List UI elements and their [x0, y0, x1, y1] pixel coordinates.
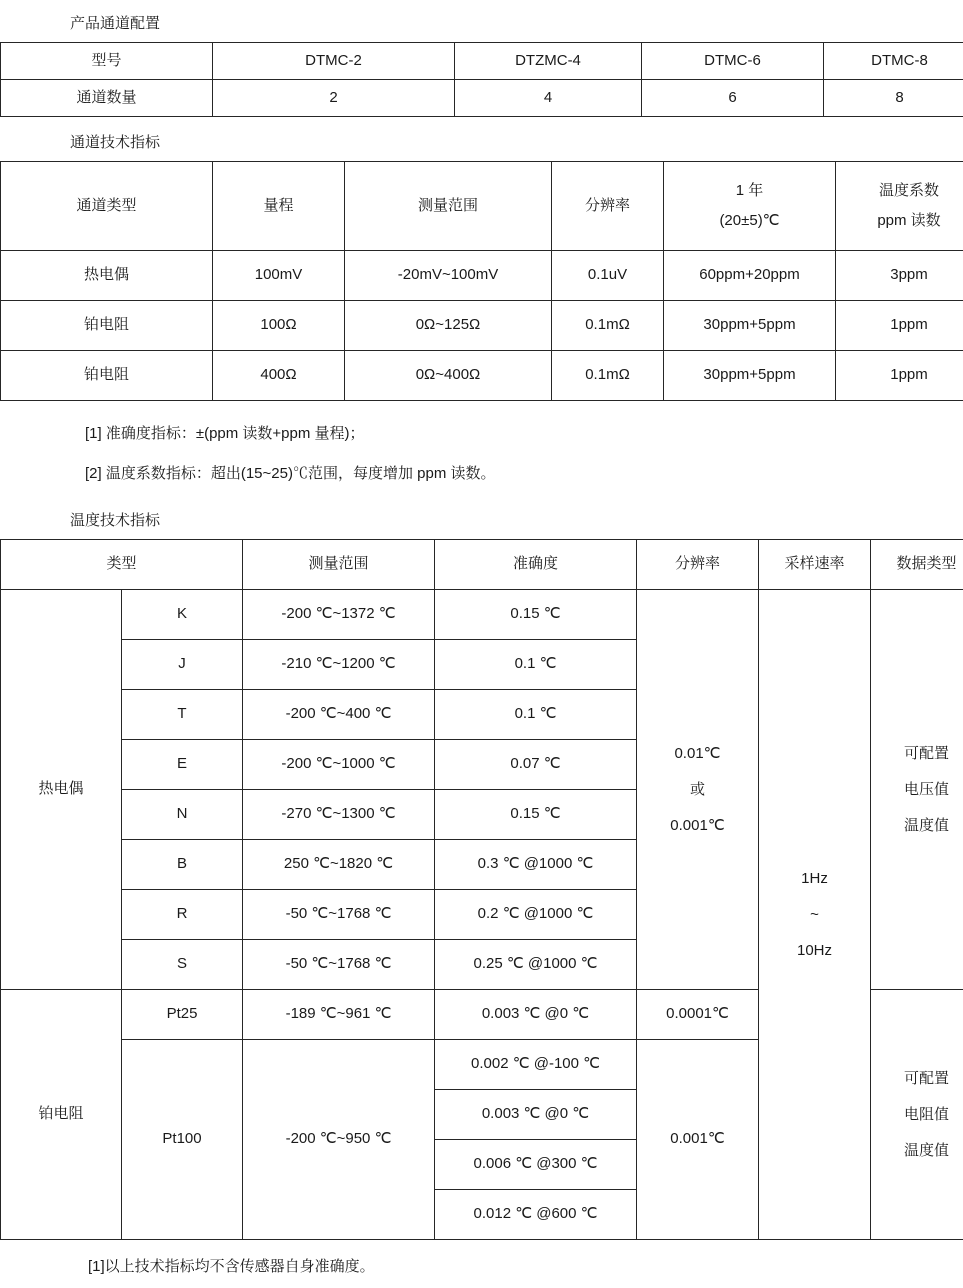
cell-temp-coefficient: 1ppm [836, 301, 963, 351]
cell-range: 400Ω [213, 351, 345, 401]
cell-one-year: 60ppm+20ppm [664, 251, 836, 301]
header-range: 量程 [213, 162, 345, 251]
cell-model-4: DTMC-8 [824, 43, 963, 80]
data-type-line-1: 可配置 [874, 1061, 963, 1097]
cell-accuracy: 0.003 ℃ @0 ℃ [435, 990, 637, 1040]
cell-type: 铂电阻 [1, 351, 213, 401]
section-title-channel-config: 产品通道配置 [70, 14, 963, 34]
cell-subtype: Pt25 [122, 990, 243, 1040]
cell-accuracy: 0.1 ℃ [435, 690, 637, 740]
cell-model-2: DTZMC-4 [455, 43, 642, 80]
cell-measure: 0Ω~400Ω [345, 351, 552, 401]
cell-accuracy: 0.07 ℃ [435, 740, 637, 790]
cell-accuracy: 0.1 ℃ [435, 640, 637, 690]
cell-type: 铂电阻 [1, 301, 213, 351]
header-channel-type: 通道类型 [1, 162, 213, 251]
data-type-line-3: 温度值 [874, 1133, 963, 1169]
cell-type: 热电偶 [1, 251, 213, 301]
cell-temp-coefficient: 1ppm [836, 351, 963, 401]
data-type-line-2: 电阻值 [874, 1097, 963, 1133]
cell-resolution: 0.001℃ [637, 1040, 759, 1240]
cell-range: 100mV [213, 251, 345, 301]
cell-count-1: 2 [213, 80, 455, 117]
cell-subtype: B [122, 840, 243, 890]
cell-measure-range: -200 ℃~950 ℃ [243, 1040, 435, 1240]
cell-accuracy: 0.3 ℃ @1000 ℃ [435, 840, 637, 890]
header-one-year-line2: (20±5)℃ [667, 211, 832, 231]
cell-one-year: 30ppm+5ppm [664, 351, 836, 401]
cell-accuracy: 0.15 ℃ [435, 790, 637, 840]
cell-measure-range: -200 ℃~1372 ℃ [243, 590, 435, 640]
header-data-type: 数据类型 [871, 540, 963, 590]
cell-data-type-rtd [871, 990, 963, 1240]
cell-subtype: J [122, 640, 243, 690]
cell-measure-range: -50 ℃~1768 ℃ [243, 940, 435, 990]
cell-accuracy: 0.003 ℃ @0 ℃ [435, 1090, 637, 1140]
table-row [1, 43, 963, 80]
cell-one-year: 30ppm+5ppm [664, 301, 836, 351]
table-row [1, 251, 963, 301]
cell-resolution: 0.1mΩ [552, 301, 664, 351]
table-header-row [1, 162, 963, 251]
cell-measure-range: -270 ℃~1300 ℃ [243, 790, 435, 840]
header-one-year-line1: 1 年 [667, 181, 832, 201]
header-measure-range: 测量范围 [243, 540, 435, 590]
cell-subtype: N [122, 790, 243, 840]
cell-accuracy: 0.006 ℃ @300 ℃ [435, 1140, 637, 1190]
cell-measure-range: -189 ℃~961 ℃ [243, 990, 435, 1040]
row-label-model: 型号 [1, 43, 213, 80]
cell-accuracy: 0.15 ℃ [435, 590, 637, 640]
cell-group-rtd: 铂电阻 [1, 990, 122, 1240]
cell-accuracy: 0.2 ℃ @1000 ℃ [435, 890, 637, 940]
table-temperature-spec [0, 539, 963, 1240]
resolution-line-2: 或 [640, 772, 755, 808]
sampling-rate-line-1: 1Hz [762, 861, 867, 897]
section-title-channel-spec: 通道技术指标 [70, 133, 963, 153]
cell-measure-range: -200 ℃~1000 ℃ [243, 740, 435, 790]
cell-accuracy: 0.012 ℃ @600 ℃ [435, 1190, 637, 1240]
cell-subtype: E [122, 740, 243, 790]
cell-subtype: Pt100 [122, 1040, 243, 1240]
cell-count-4: 8 [824, 80, 963, 117]
sampling-rate-line-3: 10Hz [762, 933, 867, 969]
section-title-temperature-spec: 温度技术指标 [70, 511, 963, 531]
header-type: 类型 [1, 540, 243, 590]
cell-measure-range: 250 ℃~1820 ℃ [243, 840, 435, 890]
table-channel-config [0, 42, 963, 117]
cell-measure: 0Ω~125Ω [345, 301, 552, 351]
row-label-channel-count: 通道数量 [1, 80, 213, 117]
cell-measure-range: -50 ℃~1768 ℃ [243, 890, 435, 940]
cell-count-3: 6 [642, 80, 824, 117]
cell-subtype: T [122, 690, 243, 740]
cell-resolution: 0.1mΩ [552, 351, 664, 401]
table-row [1, 80, 963, 117]
data-type-line-3: 温度值 [874, 808, 963, 844]
cell-measure-range: -210 ℃~1200 ℃ [243, 640, 435, 690]
cell-resolution: 0.0001℃ [637, 990, 759, 1040]
cell-subtype: K [122, 590, 243, 640]
cell-resolution-thermocouple [637, 590, 759, 990]
header-measure-range: 测量范围 [345, 162, 552, 251]
resolution-line-1: 0.01℃ [640, 736, 755, 772]
cell-sampling-rate [759, 590, 871, 1240]
cell-accuracy: 0.002 ℃ @-100 ℃ [435, 1040, 637, 1090]
table-row [1, 301, 963, 351]
header-temp-coefficient [836, 162, 963, 251]
cell-measure: -20mV~100mV [345, 251, 552, 301]
cell-subtype: R [122, 890, 243, 940]
table-header-row [1, 540, 963, 590]
header-accuracy: 准确度 [435, 540, 637, 590]
cell-temp-coefficient: 3ppm [836, 251, 963, 301]
sampling-rate-line-2: ~ [762, 897, 867, 933]
cell-count-2: 4 [455, 80, 642, 117]
cell-measure-range: -200 ℃~400 ℃ [243, 690, 435, 740]
note-accuracy: [1] 准确度指标：±(ppm 读数+ppm 量程)； [85, 423, 963, 445]
cell-resolution: 0.1uV [552, 251, 664, 301]
note-temp-coefficient: [2] 温度系数指标：超出(15~25)℃范围，每度增加 ppm 读数。 [85, 463, 963, 485]
cell-data-type-thermocouple [871, 590, 963, 990]
data-type-line-1: 可配置 [874, 736, 963, 772]
cell-range: 100Ω [213, 301, 345, 351]
header-temp-coefficient-line2: ppm 读数 [839, 211, 963, 231]
header-sampling-rate: 采样速率 [759, 540, 871, 590]
data-type-line-2: 电压值 [874, 772, 963, 808]
cell-accuracy: 0.25 ℃ @1000 ℃ [435, 940, 637, 990]
header-resolution: 分辨率 [637, 540, 759, 590]
table-row [1, 590, 963, 640]
header-temp-coefficient-line1: 温度系数 [839, 181, 963, 201]
cell-subtype: S [122, 940, 243, 990]
table-row [1, 351, 963, 401]
header-resolution: 分辨率 [552, 162, 664, 251]
footer-note: [1]以上技术指标均不含传感器自身准确度。 [88, 1256, 963, 1278]
table-channel-spec [0, 161, 963, 401]
header-one-year [664, 162, 836, 251]
resolution-line-3: 0.001℃ [640, 808, 755, 844]
cell-model-3: DTMC-6 [642, 43, 824, 80]
cell-model-1: DTMC-2 [213, 43, 455, 80]
cell-group-thermocouple: 热电偶 [1, 590, 122, 990]
